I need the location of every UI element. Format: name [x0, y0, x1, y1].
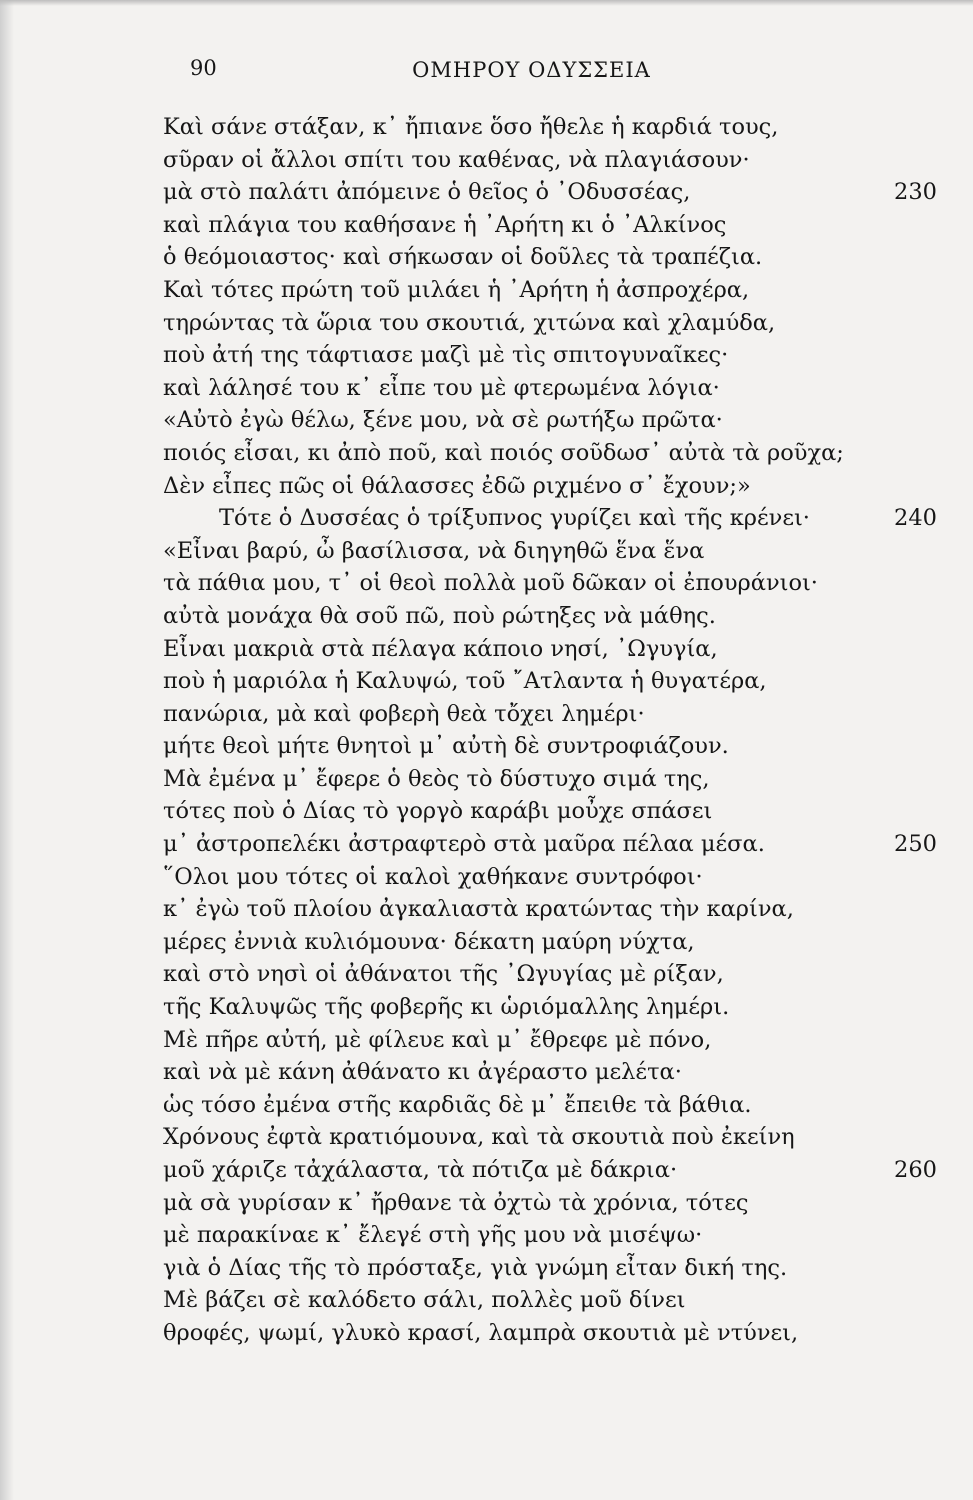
verse-text: αὐτὰ μονάχα θὰ σοῦ πῶ, ποὺ ρώτηξες νὰ μάθης. [163, 602, 716, 629]
verse-line [163, 1056, 943, 1089]
verse-text: Χρόνους ἐφτὰ κρατιόμουνα, καὶ τὰ σκουτιὰ ποὺ ἐκείνη [163, 1124, 795, 1151]
verse-text: μὰ σὰ γυρίσαν κ᾽ ἤρθανε τὰ ὀχτὼ τὰ χρόνια, τότες [163, 1189, 749, 1216]
verse-text: Μὰ ἐμένα μ᾽ ἔφερε ὁ θεὸς τὸ δύστυχο σιμά της, [163, 765, 710, 792]
verse-text: ποὺ ἡ μαριόλα ἡ Καλυψώ, τοῦ ῎Ατλαντα ἡ θυγατέρα, [163, 668, 767, 695]
verse-line [163, 1121, 943, 1154]
verse-line [163, 1219, 943, 1252]
verse-text: καὶ λάλησέ του κ᾽ εἶπε του μὲ φτερωμένα λόγια· [163, 374, 720, 401]
verse-text: μὰ στὸ παλάτι ἀπόμεινε ὁ θεῖος ὁ ᾿Οδυσσέας, [163, 179, 691, 206]
verse-line [163, 470, 943, 503]
verse-line [163, 437, 943, 470]
verse-text: μὲ παρακίναε κ᾽ ἔλεγέ στὴ γῆς μου νὰ μισέψω· [163, 1222, 703, 1249]
verse-line [163, 1089, 943, 1122]
verse-block [163, 111, 943, 1350]
verse-text: «Εἶναι βαρύ, ὦ βασίλισσα, νὰ διηγηθῶ ἕνα ἕνα [163, 537, 705, 564]
verse-line [163, 567, 943, 600]
verse-text: Καὶ τότες πρώτη τοῦ μιλάει ἡ ᾿Αρήτη ἡ ἀσπροχέρα, [163, 276, 750, 303]
verse-text: μέρες ἐννιὰ κυλιόμουνα· δέκατη μαύρη νύχτα, [163, 928, 695, 955]
verse-text: ποιός εἶσαι, κι ἀπὸ ποῦ, καὶ ποιός σοῦδωσ᾽ αὐτὰ τὰ ροῦχα; [163, 439, 844, 466]
verse-line [163, 600, 943, 633]
verse-text: μοῦ χάριζε τἀχάλαστα, τὰ πότιζα μὲ δάκρια· [163, 1157, 678, 1183]
verse-line [163, 209, 943, 242]
verse-line [163, 698, 943, 731]
verse-text: Εἶναι μακριὰ στὰ πέλαγα κάποιο νησί, ᾿Ωγυγία, [163, 635, 718, 662]
verse-line [163, 926, 943, 959]
verse-text: Καὶ σάνε στάξαν, κ᾽ ἤπιανε ὅσο ἤθελε ἡ καρδιά τους, [163, 114, 779, 140]
verse-line [163, 1187, 943, 1220]
verse-text: τῆς Καλυψῶς τῆς φοβερῆς κι ὡριόμαλλης λημέρι. [163, 994, 730, 1021]
verse-line [163, 111, 943, 144]
verse-text: τὰ πάθια μου, τ᾽ οἱ θεοὶ πολλὰ μοῦ δῶκαν οἱ ἐπουράνιοι· [163, 570, 818, 597]
top-edge-shadow [0, 0, 973, 6]
verse-text: καὶ στὸ νησὶ οἱ ἀθάνατοι τῆς ᾿Ωγυγίας μὲ ρίξαν, [163, 961, 724, 988]
verse-line [163, 893, 943, 926]
running-head-title: ΟΜΗΡΟΥ ΟΔΥΣΣΕΙΑ [412, 58, 651, 82]
verse-line [163, 274, 943, 307]
verse-line [163, 404, 943, 437]
verse-text: «Αὐτὸ ἐγὼ θέλω, ξένε μου, νὰ σὲ ρωτήξω πρῶτα· [163, 407, 723, 434]
verse-line [163, 144, 943, 177]
verse-text: ὁ θεόμοιαστος· καὶ σήκωσαν οἱ δοῦλες τὰ τραπέζια. [163, 244, 763, 271]
verse-text: πανώρια, μὰ καὶ φοβερὴ θεὰ τὄχει λημέρι· [163, 700, 645, 727]
verse-text: κ᾽ ἐγὼ τοῦ πλοίου ἀγκαλιαστὰ κρατώντας τὴν καρίνα, [163, 896, 794, 923]
verse-line [163, 502, 943, 535]
page-number: 90 [190, 56, 217, 80]
verse-text: Δὲν εἶπες πῶς οἱ θάλασσες ἐδῶ ριχμένο σ᾽ ἔχουν;» [163, 472, 751, 499]
verse-line [163, 958, 943, 991]
verse-text: Μὲ βάζει σὲ καλόδετο σάλι, πολλὲς μοῦ δίνει [163, 1287, 686, 1314]
verse-text: μήτε θεοὶ μήτε θνητοὶ μ᾽ αὐτὴ δὲ συντροφιάζουν. [163, 733, 729, 760]
verse-line [163, 665, 943, 698]
verse-text: καὶ πλάγια του καθήσανε ἡ ᾿Αρήτη κι ὁ ᾿Αλκίνος [163, 211, 727, 238]
verse-line [163, 1024, 943, 1057]
line-number: 250 [894, 831, 937, 858]
verse-line [163, 763, 943, 796]
verse-line [163, 1154, 943, 1187]
verse-line [163, 633, 943, 666]
verse-line [163, 795, 943, 828]
verse-text: μ᾽ ἀστροπελέκι ἀστραφτερὸ στὰ μαῦρα πέλαα μέσα. [163, 831, 765, 858]
verse-line [163, 372, 943, 405]
line-number: 230 [894, 179, 937, 206]
verse-text: τότες ποὺ ὁ Δίας τὸ γοργὸ καράβι μοὖχε σπάσει [163, 798, 713, 825]
verse-line [163, 307, 943, 340]
line-number: 240 [894, 505, 937, 532]
verse-text: θροφές, ψωμί, γλυκὸ κρασί, λαμπρὰ σκουτιὰ μὲ ντύνει, [163, 1319, 799, 1346]
line-number: 260 [894, 1157, 937, 1183]
verse-line [163, 1284, 943, 1317]
verse-line [163, 828, 943, 861]
verse-text: ποὺ ἀτή της τάφτιασε μαζὶ μὲ τὶς σπιτογυναῖκες· [163, 342, 729, 369]
verse-line [163, 1317, 943, 1350]
verse-line [163, 861, 943, 894]
verse-line [163, 730, 943, 763]
verse-line [163, 1252, 943, 1285]
verse-line [163, 991, 943, 1024]
verse-line [163, 535, 943, 568]
verse-text: σῦραν οἱ ἄλλοι σπίτι του καθένας, νὰ πλαγιάσουν· [163, 146, 750, 173]
verse-line [163, 339, 943, 372]
verse-text: Τότε ὁ Δυσσέας ὁ τρίξυπνος γυρίζει καὶ τῆς κρένει· [219, 505, 810, 532]
verse-line [163, 176, 943, 209]
verse-text: καὶ νὰ μὲ κάνη ἀθάνατο κι ἀγέραστο μελέτα· [163, 1059, 682, 1086]
verse-text: γιὰ ὁ Δίας τῆς τὸ πρόσταξε, γιὰ γνώμη εἶταν δική της. [163, 1254, 788, 1281]
verse-text: ὡς τόσο ἐμένα στῆς καρδιᾶς δὲ μ᾽ ἔπειθε τὰ βάθια. [163, 1091, 752, 1118]
verse-text: ῞Ολοι μου τότες οἱ καλοὶ χαθήκανε συντρόφοι· [163, 863, 703, 890]
verse-text: Μὲ πῆρε αὐτή, μὲ φίλευε καὶ μ᾽ ἔθρεφε μὲ πόνο, [163, 1026, 712, 1053]
verse-text: τηρώντας τὰ ὥρια του σκουτιά, χιτώνα καὶ χλαμύδα, [163, 309, 776, 336]
verse-line [163, 241, 943, 274]
binding-shadow [0, 0, 14, 1500]
